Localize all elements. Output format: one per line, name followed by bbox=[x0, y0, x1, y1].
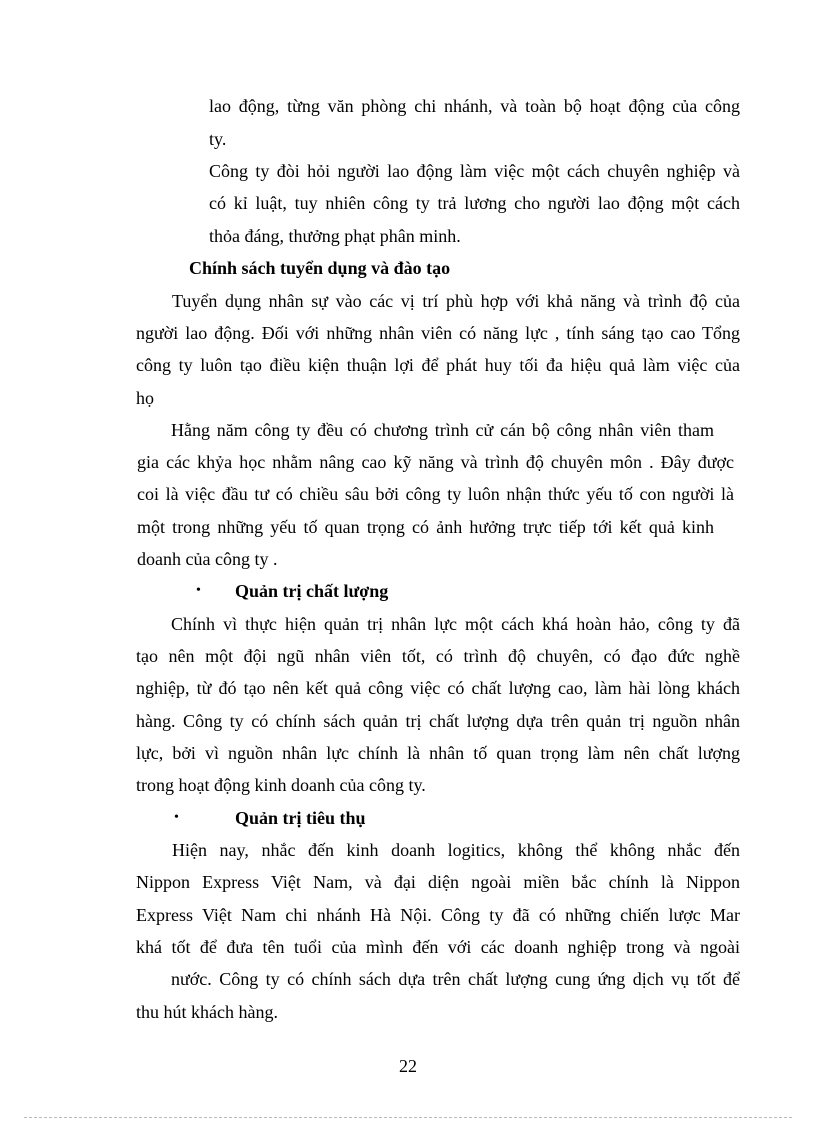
text-line: thỏa đáng, thưởng phạt phân minh. bbox=[209, 226, 461, 246]
section-heading-recruitment: Chính sách tuyển dụng và đào tạo bbox=[189, 258, 451, 278]
bullet-icon: • bbox=[196, 583, 201, 598]
text-line: một trong những yếu tố quan trọng có ảnh hưởng trực tiếp tới kết quả kinh bbox=[137, 517, 714, 537]
text-line: coi là việc đầu tư có chiều sâu bởi công ty luôn nhận thức yếu tố con người là bbox=[137, 484, 734, 504]
text-line: người lao động. Đối với những nhân viên có năng lực , tính sáng tạo cao Tổng bbox=[136, 323, 740, 343]
text-line: nghiệp, từ đó tạo nên kết quả công việc có chất lượng cao, làm hài lòng khách bbox=[136, 678, 740, 698]
text-line: doanh của công ty . bbox=[137, 549, 278, 569]
section-heading-quality: Quản trị chất lượng bbox=[235, 581, 389, 601]
text-line: công ty luôn tạo điều kiện thuận lợi để phát huy tối đa hiệu quả làm việc của bbox=[136, 355, 740, 375]
text-line: Nippon Express Việt Nam, và đại diện ngoài miền bắc chính là Nippon bbox=[136, 872, 740, 892]
text-line: Express Việt Nam chi nhánh Hà Nội. Công ty đã có những chiến lược Mar bbox=[136, 905, 740, 925]
text-line: tạo nên một đội ngũ nhân viên tốt, có trình độ chuyên, có đạo đức nghề bbox=[136, 646, 740, 666]
text-line: Hiện nay, nhắc đến kinh doanh logitics, không thể không nhắc đến bbox=[172, 840, 740, 860]
text-line: khá tốt để đưa tên tuổi của mình đến với các doanh nghiệp trong và ngoài bbox=[136, 937, 740, 957]
text-line: lao động, từng văn phòng chi nhánh, và toàn bộ hoạt động của công bbox=[209, 96, 740, 116]
text-line: thu hút khách hàng. bbox=[136, 1002, 278, 1022]
text-line: Chính vì thực hiện quản trị nhân lực một cách khá hoàn hảo, công ty đã bbox=[171, 614, 740, 634]
text-line: Tuyển dụng nhân sự vào các vị trí phù hợp với khả năng và trình độ của bbox=[172, 291, 740, 311]
text-line: hàng. Công ty có chính sách quản trị chất lượng dựa trên quản trị nguồn nhân bbox=[136, 711, 740, 731]
text-line: Hằng năm công ty đều có chương trình cử cán bộ công nhân viên tham bbox=[171, 420, 714, 440]
text-line: lực, bởi vì nguồn nhân lực chính là nhân tố quan trọng làm nên chất lượng bbox=[136, 743, 740, 763]
section-heading-sales: Quản trị tiêu thụ bbox=[235, 808, 366, 828]
text-line: trong hoạt động kinh doanh của công ty. bbox=[136, 775, 426, 795]
text-line: Công ty đòi hỏi người lao động làm việc một cách chuyên nghiệp và bbox=[209, 161, 740, 181]
text-line: họ bbox=[136, 388, 154, 408]
bullet-icon: • bbox=[174, 810, 179, 825]
text-line: có kỉ luật, tuy nhiên công ty trả lương cho người lao động một cách bbox=[209, 193, 740, 213]
page-bottom-divider bbox=[24, 1117, 792, 1118]
text-line: gia các khỷa học nhằm nâng cao kỹ năng và trình độ chuyên môn . Đây được bbox=[137, 452, 734, 472]
text-line: nước. Công ty có chính sách dựa trên chất lượng cung ứng dịch vụ tốt để bbox=[171, 969, 740, 989]
text-line: ty. bbox=[209, 129, 227, 149]
page-number: 22 bbox=[399, 1056, 417, 1076]
